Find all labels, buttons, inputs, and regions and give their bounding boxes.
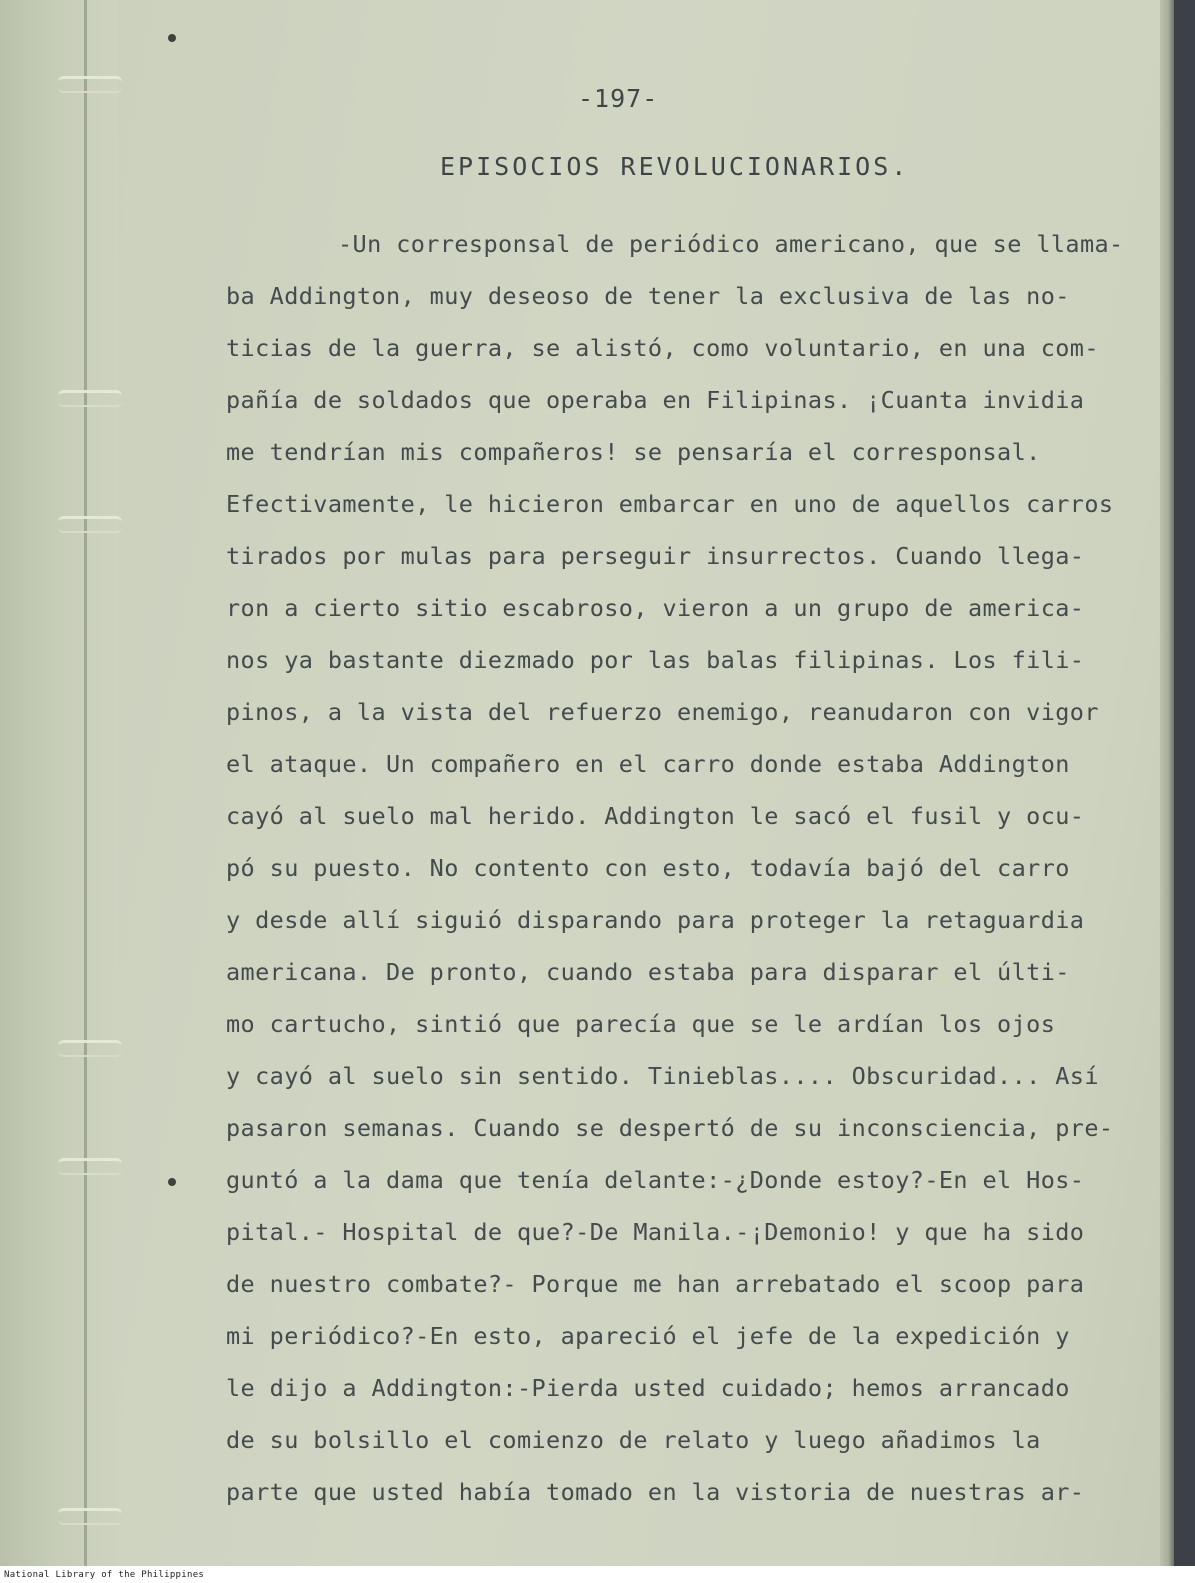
binding-gutter [0,0,118,1566]
page-title: EPISOCIOS REVOLUCIONARIOS. [440,152,910,181]
text-line: pasaron semanas. Cuando se despertó de su inconsciencia, pre- [226,1114,1114,1142]
typed-body-text [226,218,1126,1518]
text-line: pital.- Hospital de que?-De Manila.-¡Demonio! y que ha sido [226,1218,1085,1246]
binding-spine [84,0,87,1566]
punch-hole [168,34,176,42]
text-line: tirados por mulas para perseguir insurrectos. Cuando llega- [226,542,1085,570]
page-number: -197- [578,84,659,113]
binding-thread [58,1158,122,1175]
text-line: pañía de soldados que operaba en Filipinas. ¡Cuanta invidia [226,386,1085,414]
binding-thread [58,1508,122,1525]
binding-thread [58,390,122,407]
text-line: mo cartucho, sintió que parecía que se le ardían los ojos [226,1010,1056,1038]
binding-thread [58,1040,122,1057]
binding-thread [58,76,122,93]
punch-hole [168,1178,176,1186]
text-line: guntó a la dama que tenía delante:-¿Donde estoy?-En el Hos- [226,1166,1085,1194]
binding-thread [58,516,122,533]
text-line: parte que usted había tomado en la vistoria de nuestras ar- [226,1478,1085,1506]
text-line: el ataque. Un compañero en el carro donde estaba Addington [226,750,1070,778]
text-line: pó su puesto. No contento con esto, todavía bajó del carro [226,854,1070,882]
text-line: nos ya bastante diezmado por las balas filipinas. Los fili- [226,646,1085,674]
text-line: de nuestro combate?- Porque me han arrebatado el scoop para [226,1270,1085,1298]
text-line: pinos, a la vista del refuerzo enemigo, reanudaron con vigor [226,698,1099,726]
text-line: americana. De pronto, cuando estaba para disparar el últi- [226,958,1070,986]
text-line: ticias de la guerra, se alistó, como voluntario, en una com- [226,334,1099,362]
text-line: y desde allí siguió disparando para proteger la retaguardia [226,906,1085,934]
text-line: me tendrían mis compañeros! se pensaría el corresponsal. [226,438,1041,466]
text-line: mi periódico?-En esto, apareció el jefe de la expedición y [226,1322,1070,1350]
text-line: Efectivamente, le hicieron embarcar en uno de aquellos carros [226,490,1114,518]
text-line: de su bolsillo el comienzo de relato y luego añadimos la [226,1426,1041,1454]
text-line: ba Addington, muy deseoso de tener la exclusiva de las no- [226,282,1070,310]
text-line: y cayó al suelo sin sentido. Tinieblas.... Obscuridad... Así [226,1062,1099,1090]
text-line: -Un corresponsal de periódico americano, que se llama- [338,230,1124,258]
text-line: le dijo a Addington:-Pierda usted cuidado; hemos arrancado [226,1374,1070,1402]
text-line: cayó al suelo mal herido. Addington le sacó el fusil y ocu- [226,802,1085,830]
library-credit: National Library of the Philippines [4,1570,205,1580]
page-edge [1160,0,1174,1566]
text-line: ron a cierto sitio escabroso, vieron a un grupo de america- [226,594,1085,622]
